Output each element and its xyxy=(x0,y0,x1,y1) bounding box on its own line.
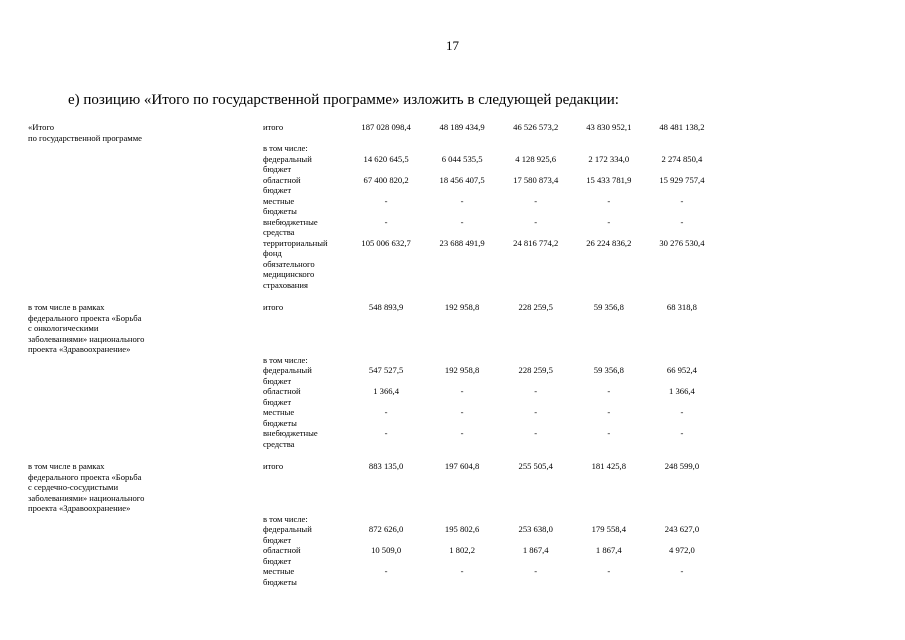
funding-source: внебюджетные средства xyxy=(262,428,318,449)
funding-source: областной бюджет xyxy=(262,545,301,566)
value-cell: 1 366,4 xyxy=(669,386,695,396)
value-cell: 1 867,4 xyxy=(522,545,549,555)
funding-source: внебюджетные средства xyxy=(262,216,318,237)
amendment-heading: е) позицию «Итого по государственной программе» изложить в следующей редакции: xyxy=(68,92,619,108)
funding-source: федеральный бюджет xyxy=(262,524,312,545)
value-cell: 66 952,4 xyxy=(666,365,697,375)
section-label: в том числе в рамках федерального проекта «Борьба с сердечно-сосудистыми заболеваниями» национального проекта «Здравоохранение» xyxy=(28,461,145,513)
value-cell: - xyxy=(607,386,611,396)
value-cell: 14 620 645,5 xyxy=(363,153,409,164)
budget-section xyxy=(28,302,718,449)
value-cell: - xyxy=(460,407,464,417)
table-row xyxy=(28,238,718,291)
value-cell: 1 366,4 xyxy=(373,386,399,396)
value-cell: 228 259,5 xyxy=(518,302,553,312)
value-cell: - xyxy=(680,566,684,576)
value-cell: - xyxy=(607,428,611,438)
value-cell: 10 509,0 xyxy=(371,545,402,555)
value-cell: 253 638,0 xyxy=(518,524,553,534)
value-cell: 46 526 573,2 xyxy=(513,122,559,132)
value-cell: 181 425,8 xyxy=(591,461,626,471)
value-cell: - xyxy=(607,566,611,576)
value-cell: 228 259,5 xyxy=(518,365,553,375)
table-row xyxy=(28,217,718,238)
value-cell: - xyxy=(680,428,684,438)
value-cell: - xyxy=(680,216,684,227)
value-cell: 872 626,0 xyxy=(368,524,404,534)
budget-section xyxy=(28,461,718,587)
value-cell: - xyxy=(384,407,388,417)
funding-source: итого xyxy=(262,122,284,132)
value-cell: 48 189 434,9 xyxy=(439,122,485,132)
value-cell: 4 128 925,6 xyxy=(515,153,557,164)
table-row xyxy=(28,154,718,175)
funding-source: территориальный фонд обязательного медицинского страхования xyxy=(262,237,328,290)
value-cell: - xyxy=(384,428,388,438)
value-cell: - xyxy=(680,195,684,206)
table-row xyxy=(28,407,718,428)
value-cell: 59 356,8 xyxy=(593,365,624,375)
value-cell: 197 604,8 xyxy=(444,461,480,471)
value-cell: - xyxy=(460,386,464,396)
value-cell: - xyxy=(607,407,611,417)
value-cell: 187 028 098,4 xyxy=(361,122,411,132)
budget-section xyxy=(28,122,718,290)
table-row xyxy=(28,545,718,566)
value-cell: 43 830 952,1 xyxy=(586,122,632,132)
table-row xyxy=(28,461,718,514)
funding-source: федеральный бюджет xyxy=(262,153,312,174)
funding-source: местные бюджеты xyxy=(262,566,297,587)
value-cell: - xyxy=(534,428,538,438)
value-cell: - xyxy=(460,216,464,227)
value-cell: - xyxy=(384,195,388,206)
value-cell: 23 688 491,9 xyxy=(439,237,485,248)
value-cell: 192 958,8 xyxy=(444,365,480,375)
value-cell: 2 172 334,0 xyxy=(588,153,630,164)
value-cell: - xyxy=(534,386,538,396)
funding-source: в том числе: xyxy=(262,354,308,365)
table-row xyxy=(28,566,718,587)
table-row xyxy=(28,386,718,407)
value-cell: 6 044 535,5 xyxy=(441,153,483,164)
value-cell: 68 318,8 xyxy=(666,302,697,312)
section-label: «Итого по государственной программе xyxy=(28,122,142,143)
funding-source: итого xyxy=(262,461,284,471)
value-cell: 18 456 407,5 xyxy=(439,174,485,185)
table-row xyxy=(28,143,718,154)
value-cell: 30 276 530,4 xyxy=(659,237,705,248)
value-cell: 547 527,5 xyxy=(368,365,404,375)
table-row xyxy=(28,524,718,545)
table-row xyxy=(28,122,718,143)
value-cell: - xyxy=(384,216,388,227)
table-row xyxy=(28,428,718,449)
value-cell: 192 958,8 xyxy=(444,302,480,312)
value-cell: 2 274 850,4 xyxy=(661,153,703,164)
funding-source: в том числе: xyxy=(262,143,308,153)
value-cell: 255 505,4 xyxy=(518,461,553,471)
value-cell: 15 433 781,9 xyxy=(586,174,632,185)
page-number: 17 xyxy=(446,38,459,53)
value-cell: - xyxy=(534,407,538,417)
funding-source: местные бюджеты xyxy=(262,195,297,216)
funding-source: местные бюджеты xyxy=(262,407,297,428)
value-cell: - xyxy=(460,428,464,438)
value-cell: 1 867,4 xyxy=(595,545,622,555)
value-cell: 243 627,0 xyxy=(664,524,700,534)
budget-table xyxy=(28,122,718,599)
value-cell: - xyxy=(460,195,464,206)
value-cell: 105 006 632,7 xyxy=(361,237,411,248)
table-row xyxy=(28,514,718,525)
value-cell: - xyxy=(680,407,684,417)
table-row xyxy=(28,302,718,355)
value-cell: - xyxy=(534,216,538,227)
value-cell: 4 972,0 xyxy=(669,545,695,555)
table-row xyxy=(28,196,718,217)
value-cell: - xyxy=(607,195,611,206)
value-cell: 1 802,2 xyxy=(449,545,475,555)
value-cell: 248 599,0 xyxy=(664,461,700,471)
funding-source: в том числе: xyxy=(262,513,308,524)
value-cell: - xyxy=(534,566,538,576)
value-cell: 15 929 757,4 xyxy=(659,174,705,185)
value-cell: - xyxy=(384,566,388,576)
table-row xyxy=(28,365,718,386)
value-cell: 883 135,0 xyxy=(368,461,404,471)
table-row xyxy=(28,355,718,366)
value-cell: 26 224 836,2 xyxy=(586,237,632,248)
value-cell: 195 802,6 xyxy=(444,524,480,534)
value-cell: 59 356,8 xyxy=(593,302,624,312)
funding-source: итого xyxy=(262,302,284,312)
value-cell: 548 893,9 xyxy=(368,302,404,312)
value-cell: 17 580 873,4 xyxy=(513,174,559,185)
funding-source: областной бюджет xyxy=(262,386,301,407)
value-cell: - xyxy=(534,195,538,206)
funding-source: областной бюджет xyxy=(262,174,301,195)
value-cell: 24 816 774,2 xyxy=(513,237,559,248)
value-cell: 48 481 138,2 xyxy=(659,122,705,132)
value-cell: 179 558,4 xyxy=(591,524,626,534)
value-cell: 67 400 820,2 xyxy=(363,174,409,185)
value-cell: - xyxy=(607,216,611,227)
table-row xyxy=(28,175,718,196)
value-cell: - xyxy=(460,566,464,576)
funding-source: федеральный бюджет xyxy=(262,365,312,386)
section-label: в том числе в рамках федерального проекта «Борьба с онкологическими заболеваниями» национального проекта «Здравоохранение» xyxy=(28,302,145,354)
